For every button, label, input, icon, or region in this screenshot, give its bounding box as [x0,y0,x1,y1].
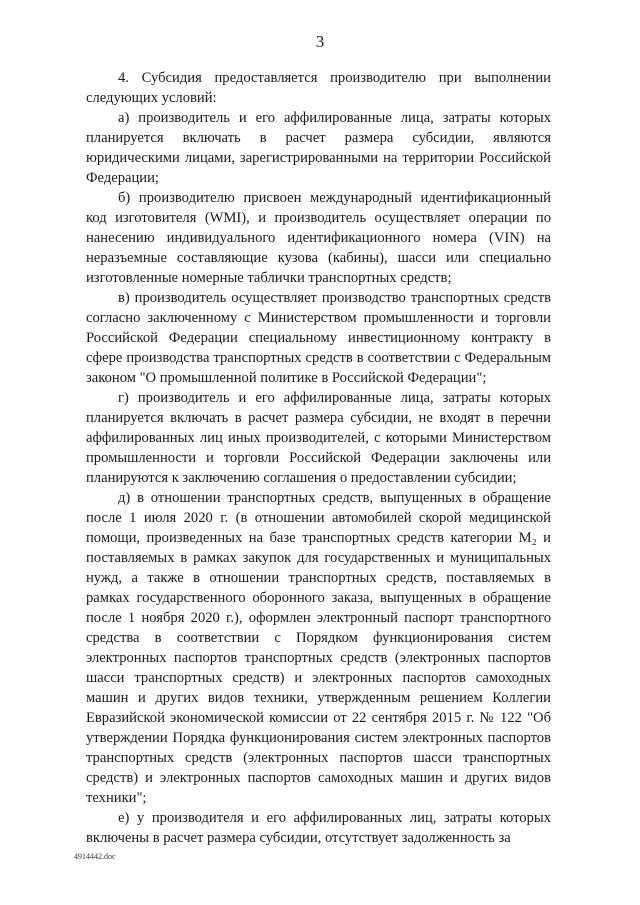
paragraph-condition-g: г) производитель и его аффилированные лица, затраты которых планируется включать в расчет размера субсидии, не входят в перечни аффилированных лиц иных производителей, с которыми Министерством промышленности и торговли Российской Федерации заключены или планируются к заключению соглашения о предоставлении субсидии; [86,390,551,486]
paragraph-condition-d: д) в отношении транспортных средств, выпущенных в обращение после 1 июля 2020 г. (в отношении автомобилей скорой медицинской помощи, произведенных на базе транспортных средств категории M₂ и поставляемых в рамках закупок для государственных и муниципальных нужд, а также в отношении транспортных средств, поставляемых в рамках государственного оборонного заказа, выпущенных в обращение после 1 ноября 2020 г.), оформлен электронный паспорт транспортного средства в соответствии с Порядком функционирования систем электронных паспортов транспортных средств (электронных паспортов шасси транспортных средств) и электронных паспортов самоходных машин и других видов техники, утвержденным решением Коллегии Евразийской экономической комиссии от 22 сентября 2015 г. № 122 "Об утверждении Порядка функционирования систем электронных паспортов транспортных средств (электронных паспортов шасси транспортных средств) и электронных паспортов самоходных машин и других видов техники"; [86,490,551,806]
page-number: 3 [315,32,325,51]
paragraph-condition-e: е) у производителя и его аффилированных лиц, затраты которых включены в расчет размера субсидии, отсутствует задолженность за [86,810,551,846]
document-filename: 4914442.doc [74,852,116,861]
paragraph-condition-b: б) производителю присвоен международный идентификационный код изготовителя (WMI), и производитель осуществляет операции по нанесению индивидуального идентификационного номера (VIN) на неразъемные составляющие кузова (кабины), шасси или специально изготовленные номерные таблички транспортных средств; [86,190,551,286]
paragraph-condition-v: в) производитель осуществляет производство транспортных средств согласно заключенному с Министерством промышленности и торговли Российской Федерации специальному инвестиционному контракту в сфере производства транспортных средств в соответствии с Федеральным законом "О промышленной политике в Российской Федерации"; [86,290,551,386]
paragraph-condition-a: а) производитель и его аффилированные лица, затраты которых планируется включать в расчет размера субсидии, являются юридическими лицами, зарегистрированными на территории Российской Федерации; [86,110,551,186]
paragraph-condition-intro: 4. Субсидия предоставляется производителю при выполнении следующих условий: [86,70,551,106]
document-body [86,68,551,848]
